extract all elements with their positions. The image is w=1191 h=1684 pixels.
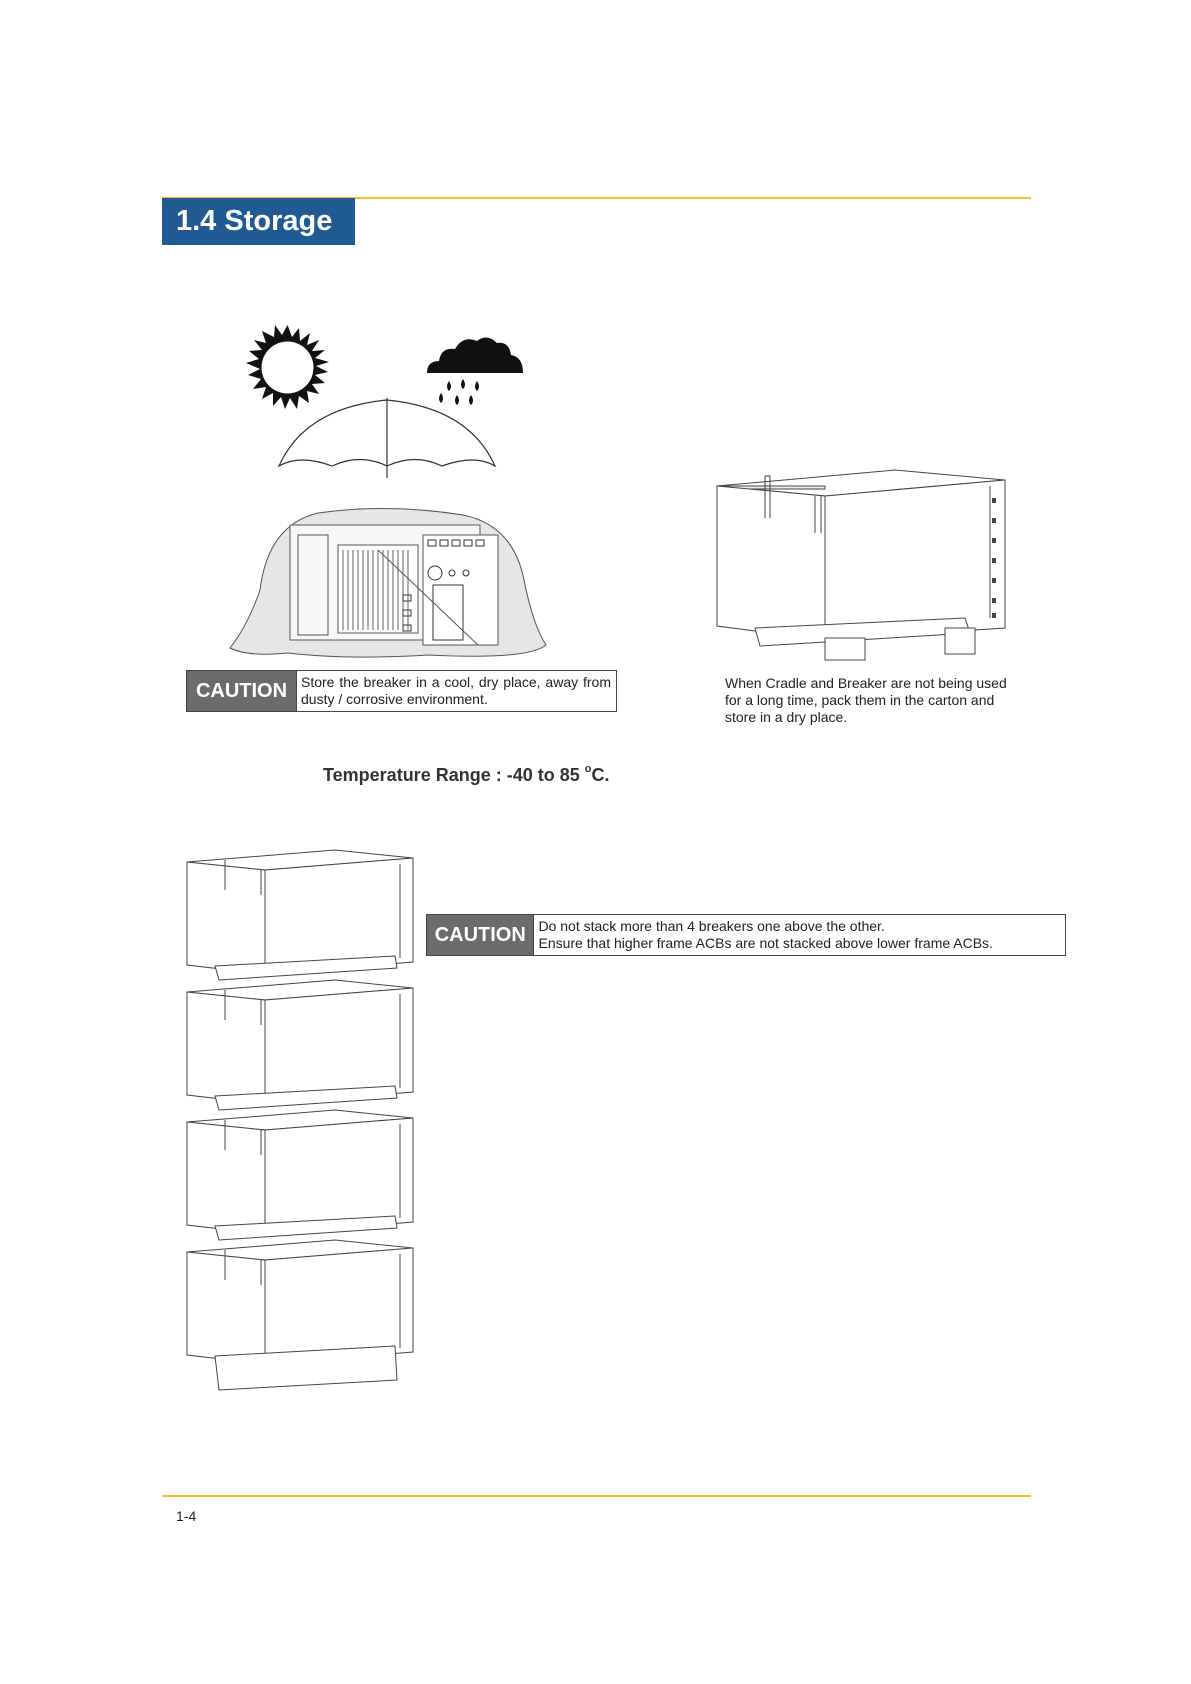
- stacked-cartons-illustration: [185, 850, 415, 1395]
- packed-carton-illustration: [715, 468, 1005, 664]
- carton-3: [187, 1110, 413, 1240]
- caution-line-1: Do not stack more than 4 breakers one above the other.: [538, 918, 885, 934]
- page-number: 1-4: [176, 1508, 197, 1524]
- temperature-label: Temperature Range : -40 to 85: [323, 765, 580, 785]
- section-title: 1.4 Storage: [162, 198, 355, 245]
- caution-text: [534, 915, 1065, 955]
- temperature-range: [323, 763, 610, 786]
- caution-box-stacking: [426, 914, 1066, 956]
- caution-tag: CAUTION: [427, 915, 534, 955]
- packing-note: When Cradle and Breaker are not being used for a long time, pack them in the carton and store in a dry place.: [725, 675, 1007, 725]
- covered-breaker-illustration: [228, 505, 548, 660]
- carton-1: [187, 850, 413, 980]
- umbrella-icon: [275, 398, 500, 480]
- caution-tag: CAUTION: [187, 671, 297, 711]
- footer-rule: [162, 1495, 1031, 1497]
- caution-box-storage: [186, 670, 617, 712]
- degree-symbol: o: [584, 763, 592, 775]
- carton-4: [187, 1240, 413, 1390]
- temperature-unit: C.: [591, 765, 610, 785]
- caution-line-2: Ensure that higher frame ACBs are not stacked above lower frame ACBs.: [538, 935, 993, 951]
- caution-text: Store the breaker in a cool, dry place, away from dusty / corrosive environment.: [301, 674, 611, 707]
- carton-2: [187, 980, 413, 1110]
